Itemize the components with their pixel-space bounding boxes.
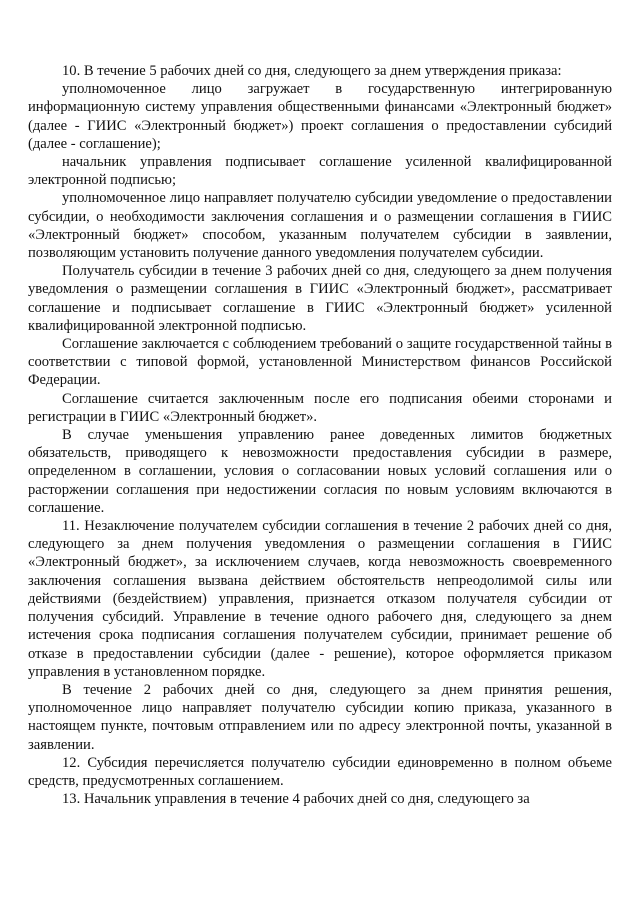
paragraph-agreement-concluded: Соглашение считается заключенным после его подписания обеими сторонами и регистрации в ГИИС «Электронный бюджет». — [28, 390, 612, 425]
paragraph-10: 10. В течение 5 рабочих дней со дня, следующего за днем утверждения приказа: — [62, 63, 562, 79]
paragraph-12: 12. Субсидия перечисляется получателю субсидии единовременно в полном объеме средств, предусмотренных соглашением. — [28, 754, 612, 789]
paragraph-10-item-2: начальник управления подписывает соглашение усиленной квалифицированной электронной подписью; — [28, 154, 612, 189]
document-body — [28, 62, 612, 808]
paragraph-10-item-1: уполномоченное лицо загружает в государственную интегрированную информационную систему управления общественными финансами «Электронный бюджет» (далее - ГИИС «Электронный бюджет») проект соглашения о предоставлении субсидий (далее - соглашение); — [28, 81, 612, 152]
paragraph-agreement-conclusion: Соглашение заключается с соблюдением требований о защите государственной тайны в соответствии с типовой формой, установленной Министерством финансов Российской Федерации. — [28, 336, 612, 389]
paragraph-10-item-3: уполномоченное лицо направляет получателю субсидии уведомление о предоставлении субсидии, о необходимости заключения соглашения и о размещении соглашения в ГИИС «Электронный бюджет» способом, указанным получателем субсидии в заявлении, позволяющим установить получение данного уведомления получателем субсидии. — [28, 190, 612, 262]
paragraph-budget-reduction: В случае уменьшения управлению ранее доведенных лимитов бюджетных обязательств, приводящего к невозможности предоставления субсидии в размере, определенном в соглашении, условия о согласовании новых условий соглашения или о расторжении соглашения при недостижении согласия по новым условиям включаются в соглашение. — [28, 427, 612, 516]
paragraph-11: 11. Незаключение получателем субсидии соглашения в течение 2 рабочих дней со дня, следующего за днем получения уведомления о размещении соглашения в ГИИС «Электронный бюджет», за исключением случаев, когда невозможность своевременного заключения соглашения вызвана действием обстоятельств непреодолимой силы или действиями (бездействием) управления, признается отказом получателя субсидии от получения субсидий. Управление в течение одного рабочего дня, следующего за днем истечения срока подписания соглашения получателем субсидии, принимает решение об отказе в предоставлении субсидии (далее - решение), которое оформляется приказом управления в установленном порядке. — [28, 518, 612, 680]
paragraph-recipient-review: Получатель субсидии в течение 3 рабочих дней со дня, следующего за днем получения уведомления о размещении соглашения в ГИИС «Электронный бюджет», рассматривает соглашение и подписывает соглашение в ГИИС «Электронный бюджет» усиленной квалифицированной электронной подписью. — [28, 263, 612, 334]
paragraph-11-notice: В течение 2 рабочих дней со дня, следующего за днем принятия решения, уполномоченное лицо направляет получателю субсидии копию приказа, указанного в настоящем пункте, почтовым отправлением или по адресу электронной почты, указанной в заявлении. — [28, 681, 612, 753]
paragraph-13: 13. Начальник управления в течение 4 рабочих дней со дня, следующего за — [62, 791, 530, 808]
